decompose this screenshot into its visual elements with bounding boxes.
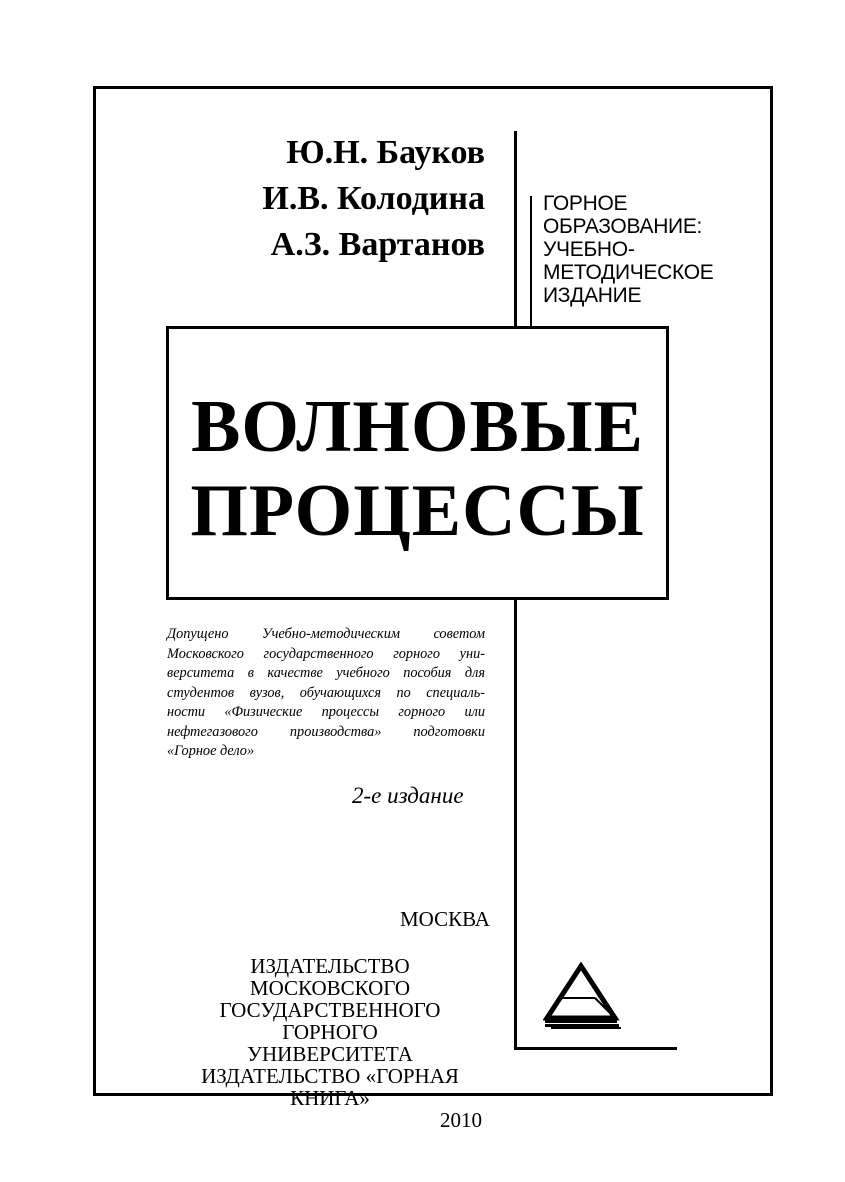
triangle-book-logo-icon: [543, 962, 623, 1032]
author-1: Ю.Н. Бауков: [286, 134, 485, 171]
approval-line: Московского государственного горного уни-: [167, 645, 485, 662]
approval-line: ности «Физические процессы горного или: [167, 704, 485, 720]
title-line-2: ПРОЦЕССЫ: [190, 470, 645, 552]
publisher-line: ГОСУДАРСТВЕННОГО ГОРНОГО: [219, 998, 441, 1044]
approval-line: студентов вузов, обучающихся по специаль-: [167, 684, 485, 701]
bottom-rule: [514, 1047, 677, 1050]
approval-line: нефтегазового производства» подготовки: [167, 723, 485, 740]
series-label: [543, 192, 713, 307]
vertical-rule-top: [514, 131, 517, 327]
series-line-4: МЕТОДИЧЕСКОЕ: [543, 261, 714, 284]
approval-line: верситета в качестве учебного пособия для: [167, 665, 485, 681]
title-line-1: ВОЛНОВЫЕ: [191, 386, 644, 468]
title-box: [166, 326, 669, 600]
series-line-5: ИЗДАНИЕ: [543, 284, 642, 307]
authors-block: [262, 130, 485, 268]
approval-note: [167, 625, 485, 762]
approval-line: Допущено Учебно-методическим советом: [167, 626, 485, 642]
series-line-1: ГОРНОЕ: [543, 192, 628, 215]
series-rule: [530, 196, 532, 327]
publisher-line: УНИВЕРСИТЕТА: [247, 1042, 413, 1066]
city-label: МОСКВА: [400, 907, 490, 931]
publisher-block: [170, 955, 490, 1131]
approval-line: «Горное дело»: [167, 743, 255, 759]
publisher-line: ИЗДАТЕЛЬСТВО МОСКОВСКОГО: [249, 954, 411, 1000]
edition-label: 2-е издание: [352, 783, 464, 808]
vertical-rule-bottom: [514, 598, 517, 1050]
series-line-2: ОБРАЗОВАНИЕ:: [543, 215, 703, 238]
author-2: И.В. Колодина: [262, 180, 485, 217]
author-3: А.З. Вартанов: [270, 226, 485, 263]
publisher-line: ИЗДАТЕЛЬСТВО «ГОРНАЯ КНИГА»: [201, 1064, 459, 1110]
year-label: 2010: [440, 1108, 482, 1132]
series-line-3: УЧЕБНО-: [543, 238, 635, 261]
